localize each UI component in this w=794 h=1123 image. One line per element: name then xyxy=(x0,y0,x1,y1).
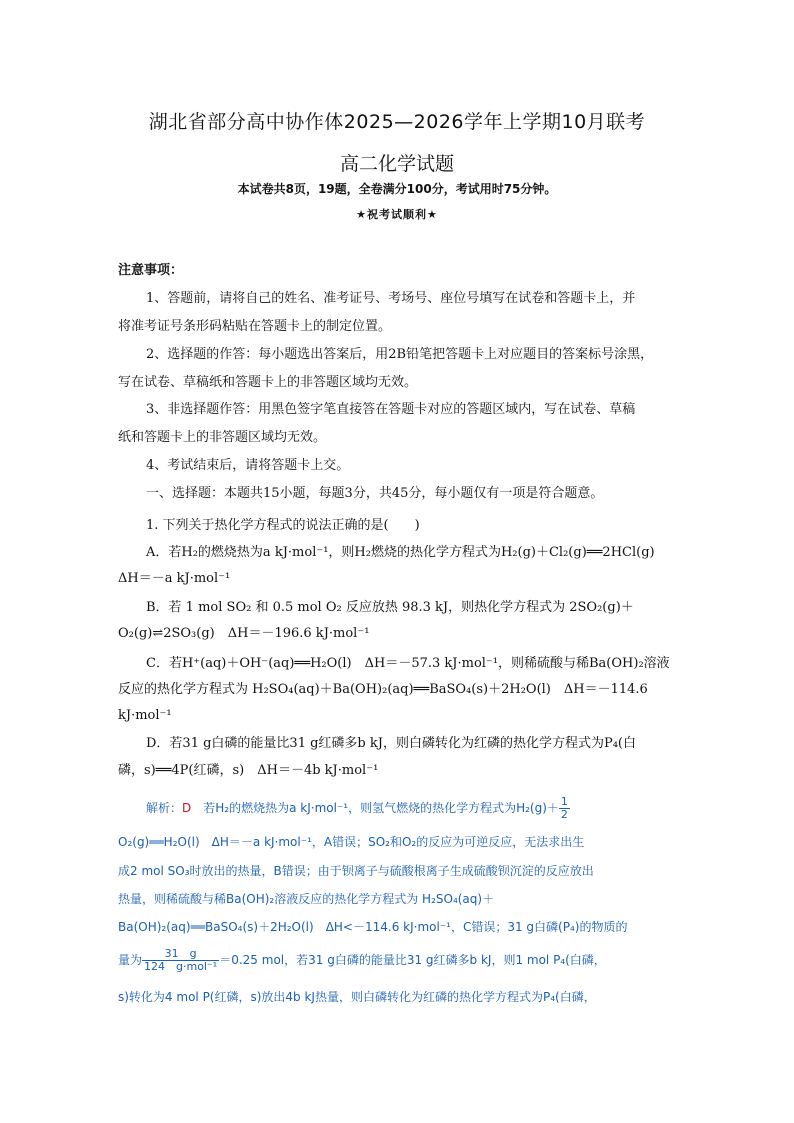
solution-text-1: 若H₂的燃烧热为a kJ·mol⁻¹，则氢气燃烧的热化学方程式为H₂(g)＋ xyxy=(203,801,559,815)
solution-line-3: 成2 mol SO₃时放出的热量，B错误；由于钡离子与硫酸根离子生成硫酸钡沉淀的反应放出 xyxy=(118,864,594,878)
option-c-line-3: kJ·mol⁻¹ xyxy=(118,708,172,723)
solution-line-6 xyxy=(118,948,678,973)
solution-answer: D xyxy=(182,801,192,815)
solution-line-7: s)转化为4 mol P(红磷，s)放出4b kJ热量，则白磷转化为红磷的热化学方程式为P₄(白磷， xyxy=(118,990,596,1004)
exam-wish: ★祝考试顺利★ xyxy=(356,208,438,221)
notice-heading: 注意事项： xyxy=(118,263,184,278)
exam-subtitle: 高二化学试题 xyxy=(339,153,454,175)
option-b-line-1: B．若 1 mol SO₂ 和 0.5 mol O₂ 反应放热 98.3 kJ，则热化学方程式为 2SO₂(g)＋ xyxy=(146,600,634,615)
option-d-line-1: D．若31 g白磷的能量比31 g红磷多b kJ，则白磷转化为红磷的热化学方程式为P₄(白 xyxy=(146,736,636,751)
option-c-line-1: C．若H⁺(aq)＋OH⁻(aq)══H₂O(l) ΔH＝－57.3 kJ·mol⁻¹，则稀硫酸与稀Ba(OH)₂溶液 xyxy=(146,656,670,671)
moles-numerator: 31 g xyxy=(142,948,219,961)
option-c-line-2: 反应的热化学方程式为 H₂SO₄(aq)＋Ba(OH)₂(aq)══BaSO₄(s)＋2H₂O(l) ΔH＝－114.6 xyxy=(118,682,648,697)
notice-item-1-line-2: 将准考证号条形码粘贴在答题卡上的制定位置。 xyxy=(118,319,392,334)
notice-item-1-line-1: 1、答题前，请将自己的姓名、准考证号、考场号、座位号填写在试卷和答题卡上，并 xyxy=(146,291,636,306)
half-numerator: 1 xyxy=(560,795,568,808)
option-b-line-2: O₂(g)⇌2SO₃(g) ΔH＝－196.6 kJ·mol⁻¹ xyxy=(118,626,370,641)
solution-line-2: O₂(g)══H₂O(l) ΔH＝－a kJ·mol⁻¹，A错误；SO₂和O₂的反应为可逆反应，无法求出生 xyxy=(118,835,585,849)
solution-text-6-post: ＝0.25 mol，若31 g白磷的能量比31 g红磷多b kJ，则1 mol P₄(白磷， xyxy=(219,953,606,967)
solution-line-4: 热量，则稀硫酸与稀Ba(OH)₂溶液反应的热化学方程式为 H₂SO₄(aq)＋ xyxy=(118,892,495,906)
option-a-line-1: A．若H₂的燃烧热为a kJ·mol⁻¹，则H₂燃烧的热化学方程式为H₂(g)＋Cl₂(g)══2HCl(g) xyxy=(146,545,655,560)
notice-item-3-line-1: 3、非选择题作答：用黑色签字笔直接答在答题卡对应的答题区域内，写在试卷、草稿 xyxy=(146,402,636,417)
exam-title: 湖北省部分高中协作体2025—2026学年上学期10月联考 xyxy=(148,111,646,133)
solution-label: 解析： xyxy=(146,801,183,815)
section-1-heading: 一、选择题：本题共15小题，每题3分，共45分，每小题仅有一项是符合题意。 xyxy=(146,486,604,501)
option-a-line-2: ΔH＝－a kJ·mol⁻¹ xyxy=(118,571,231,586)
question-1-stem: 1. 下列关于热化学方程式的说法正确的是( ) xyxy=(146,518,420,533)
notice-item-2-line-1: 2、选择题的作答：每小题选出答案后，用2B铅笔把答题卡上对应题目的答案标号涂黑， xyxy=(146,347,654,362)
notice-item-3-line-2: 纸和答题卡上的非答题区域均无效。 xyxy=(118,430,327,445)
moles-denominator: 124 g·mol⁻¹ xyxy=(144,960,218,973)
option-d-line-2: 磷，s)══4P(红磷，s) ΔH＝－4b kJ·mol⁻¹ xyxy=(118,763,379,778)
half-fraction xyxy=(559,796,570,821)
solution-line-1 xyxy=(146,796,678,821)
exam-info: 本试卷共8页，19题，全卷满分100分，考试用时75分钟。 xyxy=(237,182,557,196)
notice-item-4: 4、考试结束后，请将答题卡上交。 xyxy=(146,458,350,473)
half-denominator: 2 xyxy=(560,808,568,821)
moles-fraction xyxy=(142,948,219,973)
solution-text-6-pre: 量为 xyxy=(118,953,143,967)
solution-line-5: Ba(OH)₂(aq)══BaSO₄(s)＋2H₂O(l) ΔH<－114.6 kJ·mol⁻¹，C错误；31 g白磷(P₄)的物质的 xyxy=(118,920,628,934)
notice-item-2-line-2: 写在试卷、草稿纸和答题卡上的非答题区域均无效。 xyxy=(118,375,418,390)
